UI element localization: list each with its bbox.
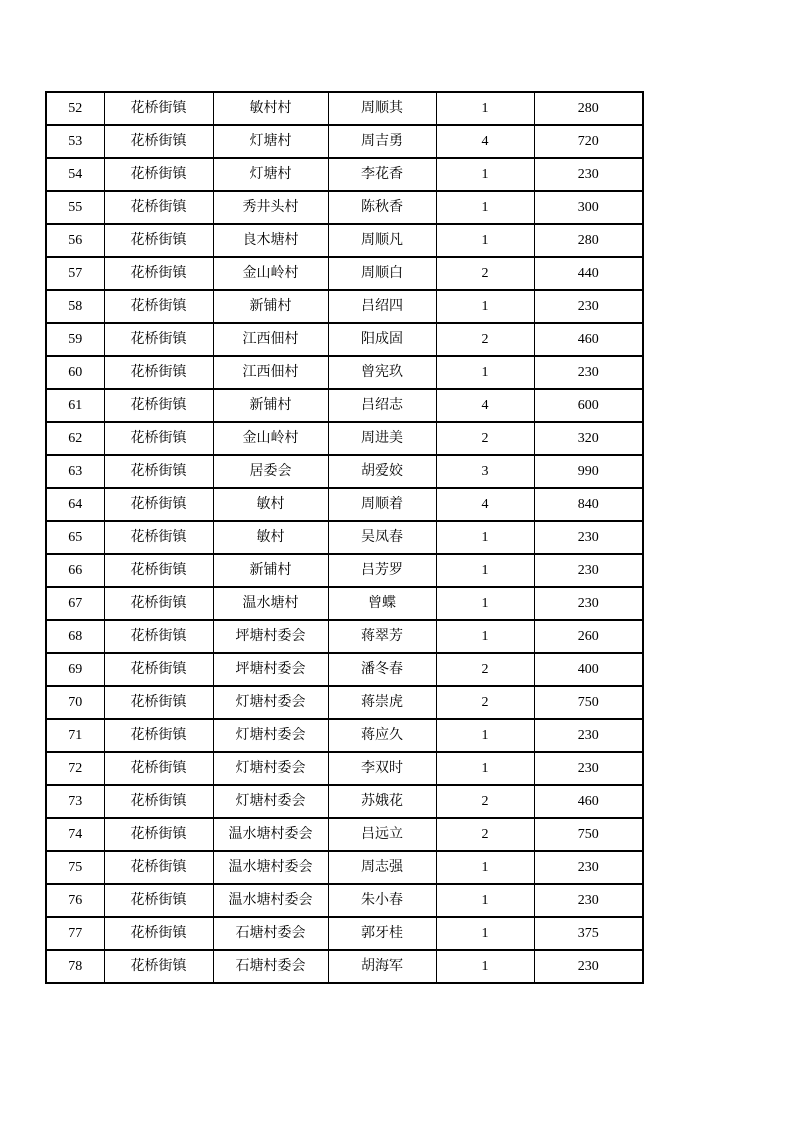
cell-amount: 230	[534, 851, 643, 884]
cell-count: 2	[436, 653, 534, 686]
table-row	[46, 917, 643, 950]
cell-person-name: 蒋崇虎	[328, 686, 436, 719]
cell-village: 温水塘村委会	[213, 818, 328, 851]
cell-amount: 990	[534, 455, 643, 488]
table-row	[46, 554, 643, 587]
cell-village: 新铺村	[213, 554, 328, 587]
cell-village: 坪塘村委会	[213, 620, 328, 653]
cell-amount: 260	[534, 620, 643, 653]
cell-town: 花桥街镇	[104, 950, 213, 983]
cell-person-name: 吕绍志	[328, 389, 436, 422]
cell-town: 花桥街镇	[104, 587, 213, 620]
cell-person-name: 阳成固	[328, 323, 436, 356]
cell-row-number: 57	[46, 257, 104, 290]
cell-row-number: 62	[46, 422, 104, 455]
cell-village: 金山岭村	[213, 422, 328, 455]
cell-count: 1	[436, 884, 534, 917]
cell-town: 花桥街镇	[104, 488, 213, 521]
cell-amount: 720	[534, 125, 643, 158]
cell-person-name: 周顺着	[328, 488, 436, 521]
cell-person-name: 吕芳罗	[328, 554, 436, 587]
cell-row-number: 52	[46, 92, 104, 125]
cell-village: 灯塘村委会	[213, 686, 328, 719]
table-row	[46, 851, 643, 884]
cell-town: 花桥街镇	[104, 620, 213, 653]
cell-count: 1	[436, 587, 534, 620]
table-row	[46, 818, 643, 851]
cell-count: 1	[436, 620, 534, 653]
cell-row-number: 60	[46, 356, 104, 389]
cell-town: 花桥街镇	[104, 752, 213, 785]
cell-row-number: 65	[46, 521, 104, 554]
cell-person-name: 胡海军	[328, 950, 436, 983]
cell-village: 灯塘村委会	[213, 719, 328, 752]
cell-person-name: 胡爱姣	[328, 455, 436, 488]
cell-person-name: 李花香	[328, 158, 436, 191]
cell-amount: 750	[534, 686, 643, 719]
cell-town: 花桥街镇	[104, 224, 213, 257]
cell-count: 1	[436, 851, 534, 884]
cell-row-number: 64	[46, 488, 104, 521]
cell-person-name: 周顺白	[328, 257, 436, 290]
cell-count: 2	[436, 818, 534, 851]
cell-count: 4	[436, 488, 534, 521]
cell-row-number: 56	[46, 224, 104, 257]
cell-village: 灯塘村委会	[213, 752, 328, 785]
cell-amount: 600	[534, 389, 643, 422]
cell-town: 花桥街镇	[104, 356, 213, 389]
cell-village: 敏村村	[213, 92, 328, 125]
cell-row-number: 71	[46, 719, 104, 752]
table-row	[46, 389, 643, 422]
cell-person-name: 周进美	[328, 422, 436, 455]
cell-amount: 230	[534, 587, 643, 620]
cell-village: 江西佃村	[213, 323, 328, 356]
cell-person-name: 蒋应久	[328, 719, 436, 752]
cell-town: 花桥街镇	[104, 257, 213, 290]
cell-count: 1	[436, 290, 534, 323]
table-row	[46, 884, 643, 917]
table-sheet	[45, 91, 644, 984]
table-row	[46, 356, 643, 389]
cell-amount: 230	[534, 719, 643, 752]
table-row	[46, 653, 643, 686]
cell-village: 温水塘村委会	[213, 851, 328, 884]
table-row	[46, 158, 643, 191]
cell-row-number: 55	[46, 191, 104, 224]
cell-row-number: 67	[46, 587, 104, 620]
table-row	[46, 950, 643, 983]
cell-town: 花桥街镇	[104, 554, 213, 587]
cell-row-number: 63	[46, 455, 104, 488]
cell-village: 敏村	[213, 488, 328, 521]
cell-person-name: 吕绍四	[328, 290, 436, 323]
cell-town: 花桥街镇	[104, 653, 213, 686]
table-row	[46, 620, 643, 653]
cell-village: 灯塘村	[213, 158, 328, 191]
cell-amount: 375	[534, 917, 643, 950]
cell-row-number: 61	[46, 389, 104, 422]
cell-person-name: 周顺凡	[328, 224, 436, 257]
cell-person-name: 曾宪玖	[328, 356, 436, 389]
table-row	[46, 422, 643, 455]
cell-village: 敏村	[213, 521, 328, 554]
cell-count: 1	[436, 719, 534, 752]
cell-town: 花桥街镇	[104, 191, 213, 224]
cell-village: 灯塘村委会	[213, 785, 328, 818]
cell-amount: 230	[534, 884, 643, 917]
cell-village: 金山岭村	[213, 257, 328, 290]
cell-count: 4	[436, 125, 534, 158]
cell-count: 1	[436, 752, 534, 785]
cell-amount: 400	[534, 653, 643, 686]
cell-amount: 230	[534, 356, 643, 389]
cell-row-number: 66	[46, 554, 104, 587]
payment-table	[45, 91, 644, 984]
cell-town: 花桥街镇	[104, 158, 213, 191]
table-row	[46, 92, 643, 125]
cell-town: 花桥街镇	[104, 455, 213, 488]
cell-amount: 300	[534, 191, 643, 224]
cell-count: 2	[436, 785, 534, 818]
cell-amount: 230	[534, 521, 643, 554]
cell-row-number: 58	[46, 290, 104, 323]
cell-town: 花桥街镇	[104, 785, 213, 818]
cell-row-number: 76	[46, 884, 104, 917]
table-row	[46, 686, 643, 719]
table-row	[46, 455, 643, 488]
cell-person-name: 周吉勇	[328, 125, 436, 158]
cell-count: 1	[436, 92, 534, 125]
table-row	[46, 290, 643, 323]
cell-village: 良木塘村	[213, 224, 328, 257]
cell-person-name: 吴凤春	[328, 521, 436, 554]
cell-town: 花桥街镇	[104, 686, 213, 719]
cell-row-number: 78	[46, 950, 104, 983]
cell-row-number: 59	[46, 323, 104, 356]
cell-town: 花桥街镇	[104, 92, 213, 125]
cell-village: 江西佃村	[213, 356, 328, 389]
cell-person-name: 周志强	[328, 851, 436, 884]
cell-person-name: 朱小春	[328, 884, 436, 917]
table-row	[46, 521, 643, 554]
table-row	[46, 257, 643, 290]
cell-person-name: 陈秋香	[328, 191, 436, 224]
cell-row-number: 72	[46, 752, 104, 785]
cell-row-number: 70	[46, 686, 104, 719]
table-row	[46, 323, 643, 356]
cell-count: 4	[436, 389, 534, 422]
cell-count: 3	[436, 455, 534, 488]
cell-row-number: 68	[46, 620, 104, 653]
cell-amount: 230	[534, 158, 643, 191]
cell-village: 坪塘村委会	[213, 653, 328, 686]
cell-town: 花桥街镇	[104, 422, 213, 455]
table-row	[46, 488, 643, 521]
cell-amount: 460	[534, 785, 643, 818]
cell-amount: 320	[534, 422, 643, 455]
cell-village: 新铺村	[213, 389, 328, 422]
cell-amount: 280	[534, 224, 643, 257]
cell-amount: 440	[534, 257, 643, 290]
cell-town: 花桥街镇	[104, 125, 213, 158]
cell-person-name: 苏娥花	[328, 785, 436, 818]
table-row	[46, 752, 643, 785]
cell-town: 花桥街镇	[104, 389, 213, 422]
cell-village: 温水塘村	[213, 587, 328, 620]
cell-amount: 230	[534, 752, 643, 785]
cell-village: 石塘村委会	[213, 917, 328, 950]
cell-row-number: 54	[46, 158, 104, 191]
cell-amount: 280	[534, 92, 643, 125]
cell-person-name: 曾蝶	[328, 587, 436, 620]
cell-row-number: 75	[46, 851, 104, 884]
cell-town: 花桥街镇	[104, 851, 213, 884]
cell-count: 2	[436, 422, 534, 455]
cell-town: 花桥街镇	[104, 290, 213, 323]
cell-person-name: 郭牙桂	[328, 917, 436, 950]
cell-town: 花桥街镇	[104, 884, 213, 917]
cell-count: 2	[436, 257, 534, 290]
cell-village: 灯塘村	[213, 125, 328, 158]
table-row	[46, 785, 643, 818]
cell-count: 1	[436, 521, 534, 554]
cell-row-number: 74	[46, 818, 104, 851]
cell-town: 花桥街镇	[104, 719, 213, 752]
cell-row-number: 69	[46, 653, 104, 686]
cell-village: 秀井头村	[213, 191, 328, 224]
cell-person-name: 吕远立	[328, 818, 436, 851]
cell-village: 居委会	[213, 455, 328, 488]
cell-count: 1	[436, 224, 534, 257]
cell-count: 2	[436, 323, 534, 356]
cell-row-number: 77	[46, 917, 104, 950]
table-row	[46, 719, 643, 752]
cell-village: 新铺村	[213, 290, 328, 323]
cell-amount: 750	[534, 818, 643, 851]
cell-town: 花桥街镇	[104, 818, 213, 851]
cell-count: 1	[436, 917, 534, 950]
cell-town: 花桥街镇	[104, 323, 213, 356]
cell-town: 花桥街镇	[104, 917, 213, 950]
table-row	[46, 191, 643, 224]
cell-person-name: 蒋翠芳	[328, 620, 436, 653]
cell-row-number: 73	[46, 785, 104, 818]
cell-count: 1	[436, 554, 534, 587]
cell-count: 1	[436, 356, 534, 389]
cell-amount: 230	[534, 554, 643, 587]
cell-town: 花桥街镇	[104, 521, 213, 554]
table-row	[46, 587, 643, 620]
cell-person-name: 潘冬春	[328, 653, 436, 686]
table-body	[46, 92, 643, 983]
table-row	[46, 224, 643, 257]
cell-row-number: 53	[46, 125, 104, 158]
cell-count: 2	[436, 686, 534, 719]
cell-village: 石塘村委会	[213, 950, 328, 983]
cell-count: 1	[436, 158, 534, 191]
cell-count: 1	[436, 191, 534, 224]
cell-village: 温水塘村委会	[213, 884, 328, 917]
cell-amount: 230	[534, 290, 643, 323]
cell-amount: 230	[534, 950, 643, 983]
cell-count: 1	[436, 950, 534, 983]
cell-amount: 460	[534, 323, 643, 356]
cell-person-name: 李双时	[328, 752, 436, 785]
table-row	[46, 125, 643, 158]
cell-amount: 840	[534, 488, 643, 521]
cell-person-name: 周顺其	[328, 92, 436, 125]
